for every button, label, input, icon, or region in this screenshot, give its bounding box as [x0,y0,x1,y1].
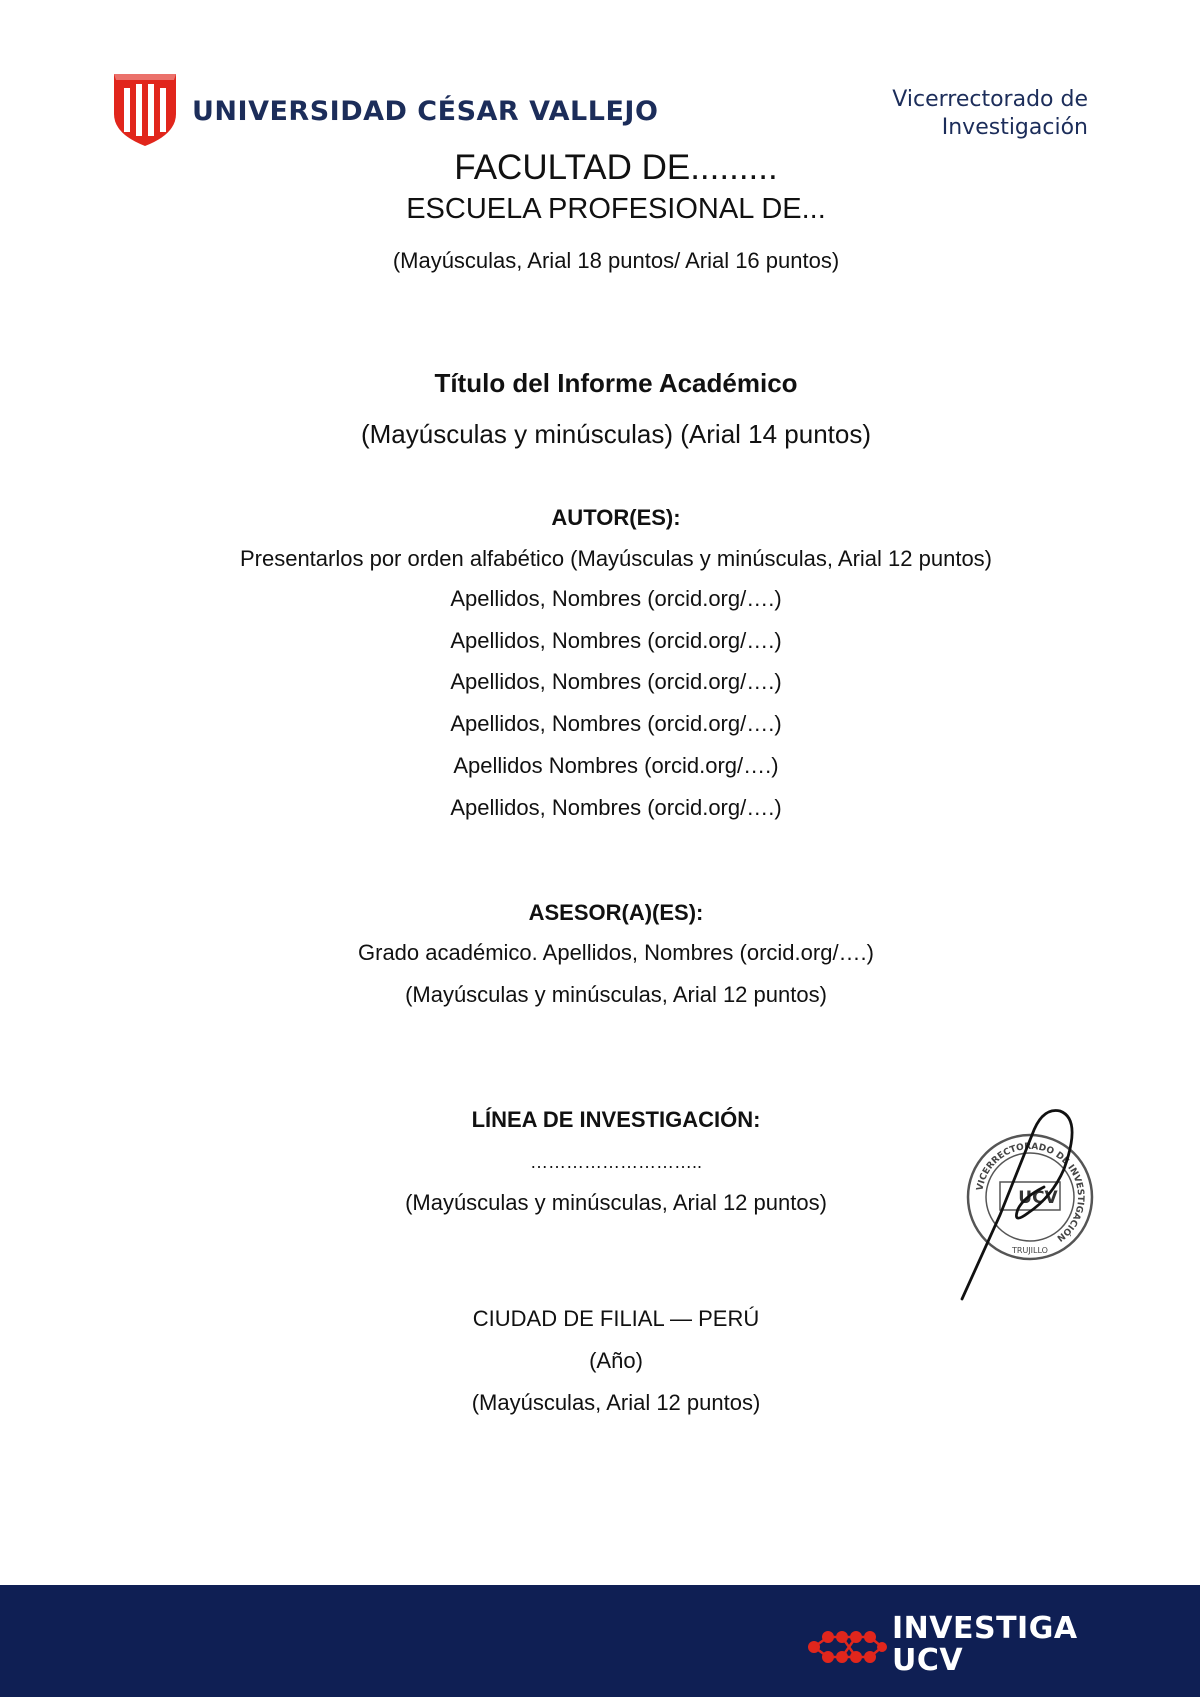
city-country: CIUDAD DE FILIAL — PERÚ [472,1306,760,1331]
university-logo [112,70,658,146]
vice-line-1: Vicerrectorado de [892,87,1088,112]
research-line-heading: LÍNEA DE INVESTIGACIÓN: [471,1107,761,1132]
seal-center-text: UCV [1018,1188,1058,1208]
author-item: Apellidos, Nombres (orcid.org/….) [450,711,782,736]
report-title: Título del Informe Académico [434,368,798,398]
year-placeholder: (Año) [589,1348,643,1373]
ucv-shield-icon [112,70,178,146]
author-item: Apellidos, Nombres (orcid.org/….) [450,795,782,820]
investiga-dots-icon [806,1625,888,1669]
advisor-line: Grado académico. Apellidos, Nombres (orcid.org/….) [358,940,874,965]
authors-instruction: Presentarlos por orden alfabético (Mayúsculas y minúsculas, Arial 12 puntos) [239,546,993,571]
location-format-note: (Mayúsculas, Arial 12 puntos) [471,1390,761,1415]
vice-rectorate-label [892,86,1088,142]
report-format-note: (Mayúsculas y minúsculas) (Arial 14 puntos) [360,419,872,449]
faculty-format-note: (Mayúsculas, Arial 18 puntos/ Arial 16 puntos) [392,248,840,273]
author-item: Apellidos, Nombres (orcid.org/….) [450,586,782,611]
seal-bottom-text: TRUJILLO [1012,1246,1048,1255]
investiga-ucv-brand [892,1613,1078,1677]
research-line-format-note: (Mayúsculas y minúsculas, Arial 12 puntos) [405,1190,827,1215]
vice-line-2: Investigación [941,115,1088,140]
advisors-format-note: (Mayúsculas y minúsculas, Arial 12 puntos) [405,982,827,1007]
brand-line-2: UCV [892,1643,964,1678]
authors-heading: AUTOR(ES): [551,505,681,530]
brand-line-1: INVESTIGA [892,1611,1078,1646]
research-line-dots: ……………………….. [529,1152,702,1172]
university-name: UNIVERSIDAD CÉSAR VALLEJO [192,95,659,127]
author-item: Apellidos Nombres (orcid.org/….) [453,753,779,778]
author-item: Apellidos, Nombres (orcid.org/….) [450,628,782,653]
author-item: Apellidos, Nombres (orcid.org/….) [450,669,782,694]
advisors-heading: ASESOR(A)(ES): [528,900,704,925]
school-title: ESCUELA PROFESIONAL DE... [406,193,826,225]
footer-band [0,1585,1200,1697]
official-seal-signature [960,1105,1100,1305]
faculty-title: FACULTAD DE......... [454,148,778,187]
seal-ring-text: VICERRECTORADO DE INVESTIGACIÓN [975,1141,1086,1243]
